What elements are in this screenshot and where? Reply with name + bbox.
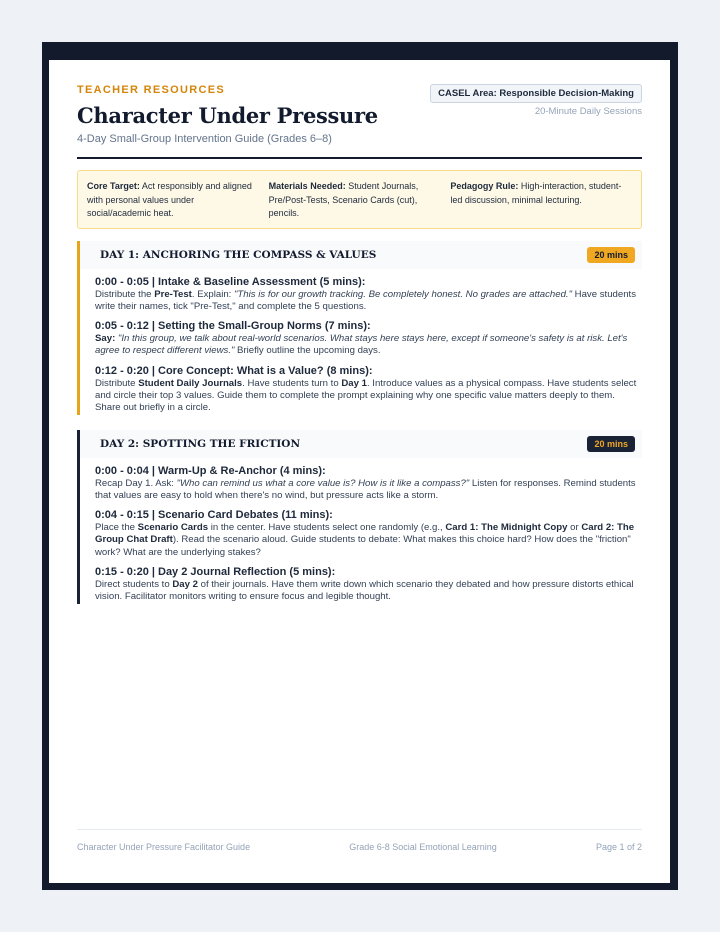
footer-page-number: Page 1 of 2 xyxy=(595,842,642,852)
header xyxy=(77,84,642,145)
pedagogy-label: Pedagogy Rule: xyxy=(450,181,519,191)
segment-text: Distribute Student Daily Journals. Have students turn to Day 1. Introduce values as a physical compass. Have students select and circle their top 3 values. Guide them to complete the prompt explaining why one specific value matters deeply to them. Share out briefly in a circle. xyxy=(95,377,637,414)
footer-grade-label: Grade 6-8 Social Emotional Learning xyxy=(349,842,497,852)
materials-needed xyxy=(269,180,451,221)
segment-heading: 0:04 - 0:15 | Scenario Card Debates (11 mins): xyxy=(95,509,333,522)
segment-heading: 0:05 - 0:12 | Setting the Small-Group Norms (7 mins): xyxy=(95,320,371,333)
core-target xyxy=(87,180,269,221)
day-1-accent-bar xyxy=(77,241,80,415)
day-1-segment-3 xyxy=(95,364,642,415)
page-subtitle: 4-Day Small-Group Intervention Guide (Grades 6–8) xyxy=(77,133,332,145)
materials-label: Materials Needed: xyxy=(268,181,346,191)
header-divider xyxy=(77,157,642,159)
segment-text: Say: "In this group, we talk about real-world scenarios. What stays here stays here, except if someone's safety is at risk. Let's agree to respect different views." Briefly outline the upcoming days. xyxy=(95,333,628,357)
day-2-accent-bar xyxy=(77,430,80,604)
day-2-segment-2 xyxy=(95,508,642,559)
day-1-duration-badge: 20 mins xyxy=(587,247,635,263)
page-title: Character Under Pressure xyxy=(77,103,378,128)
segment-text: Recap Day 1. Ask: "Who can remind us what a core value is? How is it like a compass?" Listen for responses. Remind students that values are easy to hold when there's no wind, but pressure acts like a storm. xyxy=(95,477,636,501)
eyebrow-label: TEACHER RESOURCES xyxy=(77,84,226,96)
day-1-segment-2 xyxy=(95,319,642,358)
day-1-header xyxy=(80,241,642,269)
segment-heading: 0:12 - 0:20 | Core Concept: What is a Value? (8 mins): xyxy=(95,364,373,377)
segment-heading: 0:00 - 0:04 | Warm-Up & Re-Anchor (4 mins): xyxy=(95,464,326,477)
page-footer xyxy=(77,829,642,852)
document-page xyxy=(49,60,670,883)
day-1-segment-1 xyxy=(95,275,642,314)
casel-tag: CASEL Area: Responsible Decision-Making xyxy=(430,84,642,103)
segment-text: Distribute the Pre-Test. Explain: "This is for our growth tracking. Be completely honest. No grades are attached." Have students write their names, tick "Pre-Test," and complete the 5 questions. xyxy=(95,288,636,312)
pedagogy-rule xyxy=(450,180,632,221)
sessions-label: 20-Minute Daily Sessions xyxy=(534,106,642,117)
day-2-segment-3 xyxy=(95,565,642,604)
day-2-title: DAY 2: SPOTTING THE FRICTION xyxy=(100,437,301,450)
core-target-text: Act responsibly and aligned with personal values under social/academic heat. xyxy=(87,181,252,218)
day-2-segment-1 xyxy=(95,464,642,503)
segment-text: Direct students to Day 2 of their journals. Have them write down which scenario they debated and how pressure distorts ethical vision. Facilitator monitors writing to ensure focus and legible thought. xyxy=(95,579,634,603)
day-2-section xyxy=(77,430,642,604)
day-1-section xyxy=(77,241,642,415)
day-2-duration-badge: 20 mins xyxy=(587,436,635,452)
pedagogy-text: High-interaction, student-led discussion, minimal lecturing. xyxy=(450,181,622,205)
day-1-title: DAY 1: ANCHORING THE COMPASS & VALUES xyxy=(100,248,377,261)
segment-heading: 0:15 - 0:20 | Day 2 Journal Reflection (5 mins): xyxy=(95,566,336,579)
segment-heading: 0:00 - 0:05 | Intake & Baseline Assessment (5 mins): xyxy=(95,275,366,288)
core-target-label: Core Target: xyxy=(87,181,140,191)
footer-guide-title: Character Under Pressure Facilitator Guide xyxy=(77,842,251,852)
info-box xyxy=(77,170,642,229)
segment-text: Place the Scenario Cards in the center. Have students select one randomly (e.g., Card 1: The Midnight Copy or Card 2: The Group Chat Draft). Read the scenario aloud. Guide students to debate: What makes this choice hard? How does the "friction" work? What are the underlying stakes? xyxy=(95,522,635,558)
materials-text: Student Journals, Pre/Post-Tests, Scenario Cards (cut), pencils. xyxy=(268,181,419,218)
day-2-header xyxy=(80,430,642,458)
